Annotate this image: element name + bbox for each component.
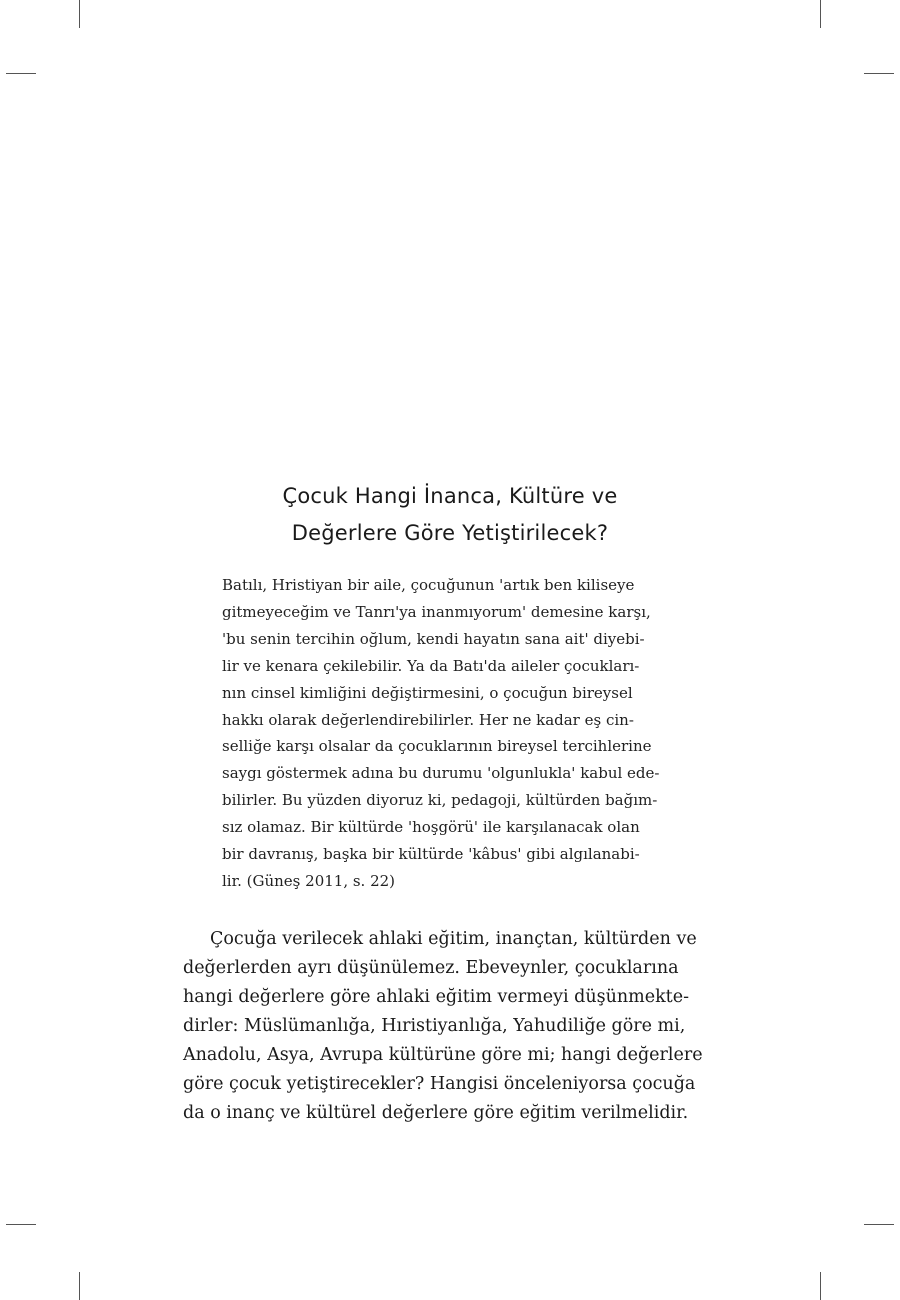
crop-mark-left-bottom — [6, 1224, 36, 1225]
quote-line: lir ve kenara çekilebilir. Ya da Batı'da aileler çocukları- — [222, 656, 640, 675]
section-title-line: Değerlere Göre Yetiştirilecek? — [291, 521, 609, 545]
quote-line: nın cinsel kimliğini değiştirmesini, o çocuğun bireysel — [222, 683, 633, 702]
crop-mark-right-top — [864, 73, 894, 74]
quote-line: bilirler. Bu yüzden diyoruz ki, pedagoji, kültürden bağım- — [222, 791, 658, 810]
quote-line: gitmeyeceğim ve Tanrı'ya inanmıyorum' demesine karşı, — [222, 602, 651, 621]
body-line: hangi değerlere göre ahlaki eğitim vermeyi düşünmekte- — [183, 987, 689, 1007]
body-line: değerlerden ayrı düşünülemez. Ebeveynler, çocuklarına — [183, 958, 679, 978]
crop-mark-bottom-left — [79, 1272, 80, 1300]
body-line: dirler: Müslümanlığa, Hıristiyanlığa, Yahudiliğe göre mi, — [183, 1016, 686, 1036]
section-title — [180, 478, 720, 552]
quote-line: hakkı olarak değerlendirebilirler. Her ne kadar eş cin- — [222, 710, 634, 729]
crop-mark-left-top — [6, 73, 36, 74]
block-quote — [222, 572, 702, 895]
quote-line: selliğe karşı olsalar da çocuklarının bireysel tercihlerine — [222, 737, 652, 756]
quote-line: saygı göstermek adına bu durumu 'olgunlukla' kabul ede- — [222, 764, 660, 783]
crop-mark-top-left — [79, 0, 80, 28]
crop-mark-bottom-right — [820, 1272, 821, 1300]
quote-line: bir davranış, başka bir kültürde 'kâbus' gibi algılanabi- — [222, 845, 640, 864]
quote-line: lir. (Güneş 2011, s. 22) — [222, 871, 396, 890]
body-line: da o inanç ve kültürel değerlere göre eğitim verilmelidir. — [183, 1103, 689, 1123]
quote-line: sız olamaz. Bir kültürde 'hoşgörü' ile karşılanacak olan — [222, 818, 640, 837]
body-line: göre çocuk yetiştirecekler? Hangisi önceleniyorsa çocuğa — [183, 1074, 696, 1094]
quote-line: Batılı, Hristiyan bir aile, çocuğunun 'artık ben kiliseye — [222, 576, 635, 594]
crop-mark-right-bottom — [864, 1224, 894, 1225]
body-line: Çocuğa verilecek ahlaki eğitim, inançtan, kültürden ve — [210, 929, 697, 949]
body-paragraph — [183, 925, 723, 1128]
quote-line: 'bu senin tercihin oğlum, kendi hayatın sana ait' diyebi- — [222, 629, 645, 648]
crop-mark-top-right — [820, 0, 821, 28]
section-title-line: Çocuk Hangi İnanca, Kültüre ve — [282, 484, 618, 508]
body-line: Anadolu, Asya, Avrupa kültürüne göre mi; hangi değerlere — [183, 1045, 703, 1065]
